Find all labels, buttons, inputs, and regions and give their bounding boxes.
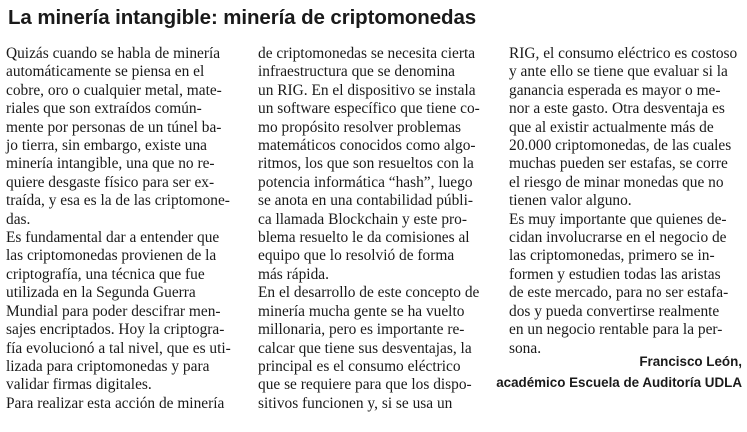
text-line: criptografía, una técnica que fue [6, 265, 205, 283]
text-line: cobre, oro o cualquier metal, mate- [6, 81, 222, 99]
paragraph [6, 45, 246, 229]
text-line: traída, y esa es la de las criptomone- [6, 192, 230, 210]
text-line: principal es el consumo eléctrico [258, 357, 461, 375]
text-line: nor a este gasto. Otra desventaja es [509, 100, 725, 118]
text-line: que se requiere para que los dispo- [258, 376, 472, 394]
text-line: cidan involucrarse en el negocio de [509, 229, 727, 247]
text-line: quiere desgaste físico para ser ex- [6, 173, 215, 191]
text-line: jo tierra, sin embargo, existe una [6, 137, 208, 155]
article-column-3 [509, 45, 747, 358]
text-line: el riesgo de minar monedas que no [509, 173, 724, 191]
paragraph [509, 45, 747, 211]
text-line: riales que son extraídos común- [6, 100, 202, 118]
text-line: potencia informática “hash”, luego [258, 173, 473, 191]
text-line: equipo que lo resolvió de forma [258, 247, 455, 265]
text-line: matemáticos conocidos como algo- [258, 137, 476, 155]
text-line: formen y estudien todas las aristas [509, 265, 721, 283]
text-line: sona. [509, 339, 542, 357]
paragraph [258, 45, 498, 284]
paragraph [509, 211, 747, 358]
article-column-1 [6, 45, 246, 413]
article-column-2 [258, 45, 498, 413]
paragraph [6, 395, 246, 413]
text-line: las criptomonedas provienen de la [6, 247, 217, 265]
text-line: de criptomonedas se necesita cierta [258, 45, 476, 62]
text-line: calcar que tiene sus desventajas, la [258, 339, 472, 357]
text-line: millonaria, pero es importante re- [258, 321, 465, 339]
text-line: automáticamente se piensa en el [6, 63, 205, 81]
author-name: Francisco León, [639, 354, 742, 369]
text-line: se anota en una contabilidad públi- [258, 192, 473, 210]
byline [496, 352, 742, 393]
text-line: dos y pueda convertirse realmente [509, 302, 720, 320]
text-line: que al existir actualmente más de [509, 118, 714, 136]
text-line: lizada para criptomonedas y para [6, 357, 210, 375]
text-line: mente por personas de un túnel ba- [6, 118, 222, 136]
text-line: mo propósito resolver problemas [258, 118, 462, 136]
text-line: En el desarrollo de este concepto de [258, 284, 480, 302]
text-line: muchas pueden ser estafas, se corre [509, 155, 728, 173]
text-line: sitivos funcionen y, si se usa un [258, 394, 453, 412]
text-line: Es fundamental dar a entender que [6, 229, 220, 247]
text-line: Mundial para poder descifrar men- [6, 302, 221, 320]
article-title: La minería intangible: minería de criptomonedas [8, 6, 477, 29]
text-line: fía evolucionó a tal nivel, que es uti- [6, 339, 231, 357]
text-line: minería intangible, una que no re- [6, 155, 215, 173]
text-line: ganancia esperada es mayor o me- [509, 81, 721, 99]
text-line: tienen valor alguno. [509, 192, 632, 210]
author-role: académico Escuela de Auditoría UDLA [496, 374, 742, 390]
text-line: RIG, el consumo eléctrico es costoso [509, 45, 738, 62]
text-line: más rápida. [258, 265, 329, 283]
text-line: y ante ello se tiene que evaluar si la [509, 63, 728, 81]
paragraph [258, 284, 498, 413]
text-line: infraestructura que se denomina [258, 63, 456, 81]
text-line: en un negocio rentable para la per- [509, 321, 723, 339]
text-line: das. [6, 210, 31, 228]
paragraph [6, 229, 246, 395]
text-line: un software específico que tiene co- [258, 100, 480, 118]
text-line: validar firmas digitales. [6, 376, 152, 394]
text-line: minería mucha gente se ha vuelto [258, 302, 465, 320]
text-line: ritmos, los que son resueltos con la [258, 155, 474, 173]
text-line: Es muy importante que quienes de- [509, 210, 727, 228]
text-line: utilizada en la Segunda Guerra [6, 284, 196, 302]
text-line: Para realizar esta acción de minería [6, 394, 225, 412]
text-line: las criptomonedas, primero se in- [509, 247, 715, 265]
text-line: ca llamada Blockchain y este pro- [258, 210, 467, 228]
text-line: Quizás cuando se habla de minería [6, 45, 221, 62]
text-line: de este mercado, para no ser estafa- [509, 284, 729, 302]
text-line: un RIG. En el dispositivo se instala [258, 81, 476, 99]
text-line: sajes encriptados. Hoy la criptogra- [6, 321, 225, 339]
text-line: 20.000 criptomonedas, de las cuales [509, 137, 732, 155]
text-line: blema resuelto le da comisiones al [258, 229, 470, 247]
